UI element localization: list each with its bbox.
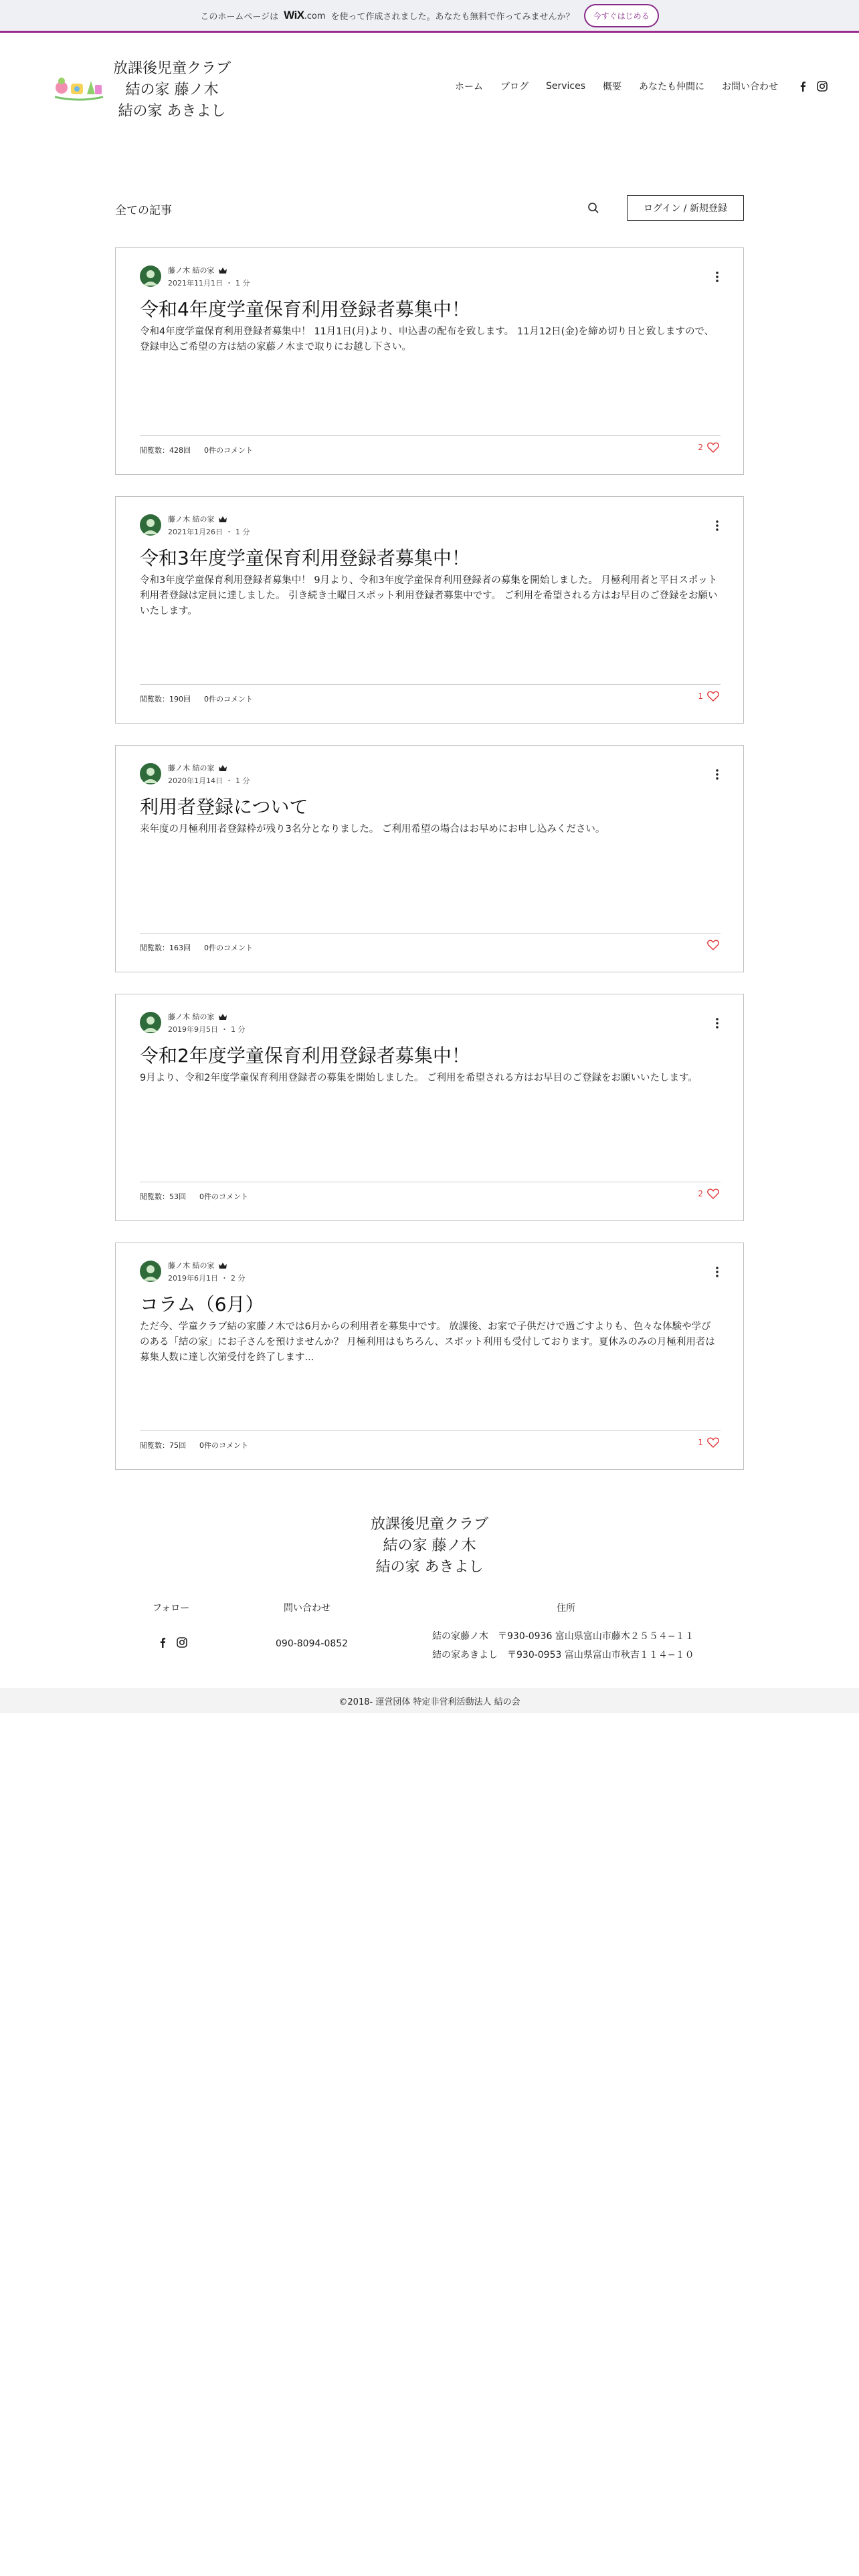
admin-crown-icon (219, 1014, 227, 1020)
header-social (798, 81, 828, 92)
post-divider (140, 435, 721, 436)
post-excerpt[interactable]: 令和4年度学童保育利用登録者募集中！ 11月1日(月)より、申込書の配布を致します。 11月12日(金)を締め切り日と致しますので、 登録申込ご希望の方は結の家藤ノ木まで取りにお越し下さい。 (140, 326, 714, 352)
wix-logo[interactable]: WiX.com (284, 9, 326, 21)
post-views: 閲覧数：163回 (140, 944, 191, 952)
avatar[interactable] (140, 1261, 161, 1282)
heart-icon (707, 442, 719, 453)
post-divider (140, 933, 721, 934)
heart-icon (707, 1188, 719, 1199)
post-card[interactable] (115, 745, 744, 972)
nav-item-blog[interactable]: ブログ (500, 82, 529, 92)
post-meta: 2021年11月1日 ・ 1 分 (168, 279, 250, 288)
post-card[interactable] (115, 1243, 744, 1470)
avatar[interactable] (140, 763, 161, 784)
like-button[interactable] (698, 442, 719, 453)
post-read-time: 2 分 (231, 1274, 246, 1283)
post-stats (140, 1440, 248, 1451)
post-stats (140, 942, 253, 953)
post-views: 閲覧数：53回 (140, 1192, 186, 1201)
post-title[interactable]: 令和3年度学童保育利用登録者募集中！ (140, 547, 470, 569)
footer-title-line2: 結の家 藤ノ木 (383, 1537, 476, 1554)
site-title-line2: 結の家 藤ノ木 (125, 82, 219, 98)
post-views: 閲覧数：75回 (140, 1441, 186, 1450)
post-read-time: 1 分 (235, 528, 250, 536)
post-divider (140, 1430, 721, 1431)
more-actions-icon[interactable] (715, 768, 719, 780)
post-excerpt[interactable]: 9月より、令和2年度学童保育利用登録者の募集を開始しました。 ご利用を希望される方はお早目のご登録をお願いいたします。 (140, 1073, 698, 1083)
wix-banner-text-before: このホームページは (200, 11, 279, 22)
more-actions-icon[interactable] (715, 271, 719, 283)
like-count: 2 (698, 443, 703, 452)
heart-icon (707, 691, 719, 702)
footer-social (158, 1637, 187, 1648)
login-button[interactable]: ログイン / 新規登録 (627, 195, 744, 221)
post-comments[interactable]: 0件のコメント (204, 446, 253, 455)
post-title[interactable]: 令和2年度学童保育利用登録者募集中！ (140, 1045, 470, 1067)
post-title[interactable]: 令和4年度学童保育利用登録者募集中！ (140, 298, 470, 320)
post-meta: 2021年1月26日 ・ 1 分 (168, 528, 250, 536)
like-count: 2 (698, 1189, 703, 1198)
like-count: 1 (698, 1438, 703, 1447)
site-title-line1: 放課後児童クラブ (112, 60, 231, 77)
post-card[interactable] (115, 496, 744, 724)
footer-follow-heading: フォロー (153, 1603, 190, 1614)
post-card[interactable] (115, 247, 744, 475)
footer-title (296, 1514, 563, 1578)
post-date: 2021年1月26日 (168, 528, 223, 536)
footer-address-fujinoki: 結の家藤ノ木 〒930-0936 富山県富山市藤木２５５４−１１ (432, 1631, 694, 1642)
post-divider (140, 684, 721, 685)
footer-title-line3: 結の家 あきよし (375, 1559, 484, 1576)
admin-crown-icon (219, 1263, 227, 1269)
wix-banner-text-after: を使って作成されました。あなたも無料で作ってみませんか？ (330, 11, 575, 22)
nav-item-join[interactable]: あなたも仲間に (639, 82, 705, 92)
post-date: 2019年6月1日 (168, 1274, 218, 1283)
post-author[interactable]: 藤ノ木 結の家 (168, 762, 227, 773)
post-card[interactable] (115, 994, 744, 1221)
copyright-text: ©2018- 運営団体 特定非営利活動法人 結の会 (339, 1697, 520, 1707)
nav-item-home[interactable]: ホーム (455, 82, 483, 92)
footer-contact-heading: 問い合わせ (284, 1603, 330, 1614)
all-posts-link[interactable]: 全ての記事 (115, 204, 172, 217)
post-stats (140, 445, 253, 455)
post-stats (140, 1191, 248, 1202)
like-button[interactable] (698, 1188, 719, 1199)
post-meta: 2020年1月14日 ・ 1 分 (168, 776, 250, 785)
nav-item-services[interactable]: Services (546, 81, 586, 92)
post-author[interactable]: 藤ノ木 結の家 (168, 265, 227, 276)
post-excerpt[interactable]: 令和3年度学童保育利用登録者募集中！ 9月より、令和3年度学童保育利用登録者の募集を開始しました。 月極利用者と平日スポット利用者登録は定員に達しました。 引き続き土曜日スポット利用登録者募集中です。 ご利用を希望される方はお早目のご登録をお願いいたします。 (140, 575, 718, 617)
post-author[interactable]: 藤ノ木 結の家 (168, 1260, 227, 1271)
footer-title-line1: 放課後児童クラブ (370, 1516, 488, 1533)
post-excerpt[interactable]: ただ今、学童クラブ結の家藤ノ木では6月からの利用者を募集中です。 放課後、お家で子供だけで過ごすよりも、色々な体験や学びのある「結の家」にお子さんを預けませんか？ 月極利用はもちろん、スポット利用も受付しております。夏休みのみの月極利用者は募集人数に達し次第受付を終了します... (140, 1321, 715, 1363)
search-icon[interactable] (587, 202, 599, 214)
avatar[interactable] (140, 265, 161, 287)
avatar[interactable] (140, 514, 161, 536)
post-comments[interactable]: 0件のコメント (204, 944, 253, 952)
like-button[interactable] (703, 940, 719, 950)
facebook-icon[interactable] (798, 81, 807, 92)
nav-item-contact[interactable]: お問い合わせ (722, 82, 779, 92)
heart-icon (707, 940, 719, 950)
facebook-icon[interactable] (158, 1637, 167, 1648)
post-comments[interactable]: 0件のコメント (204, 695, 253, 704)
main-nav (455, 80, 828, 93)
post-comments[interactable]: 0件のコメント (199, 1441, 248, 1450)
post-views: 閲覧数：428回 (140, 446, 191, 455)
footer-address-heading: 住所 (557, 1603, 575, 1614)
footer-phone[interactable]: 090-8094-0852 (276, 1638, 349, 1649)
footer-address-akiyoshi: 結の家あきよし 〒930-0953 富山県富山市秋吉１１４−１０ (432, 1650, 694, 1660)
post-meta: 2019年9月5日 ・ 1 分 (168, 1025, 246, 1034)
like-button[interactable] (698, 691, 719, 702)
post-read-time: 1 分 (231, 1025, 246, 1034)
post-excerpt[interactable]: 来年度の月極利用者登録枠が残り3名分となりました。 ご利用希望の場合はお早めにお申し込みください。 (140, 824, 605, 835)
more-actions-icon[interactable] (715, 1017, 719, 1029)
post-read-time: 1 分 (235, 279, 250, 288)
post-author[interactable]: 藤ノ木 結の家 (168, 514, 227, 524)
like-count: 1 (698, 691, 703, 701)
post-date: 2021年11月1日 (168, 279, 223, 288)
wix-banner (0, 0, 859, 31)
post-meta: 2019年6月1日 ・ 2 分 (168, 1274, 246, 1283)
post-views: 閲覧数：190回 (140, 695, 191, 704)
site-header (0, 33, 859, 146)
post-read-time: 1 分 (235, 776, 250, 785)
nav-item-about[interactable]: 概要 (603, 82, 622, 92)
instagram-icon[interactable] (177, 1637, 187, 1648)
more-actions-icon[interactable] (715, 1266, 719, 1278)
heart-icon (707, 1437, 719, 1448)
site-title[interactable] (108, 58, 235, 122)
more-actions-icon[interactable] (715, 520, 719, 532)
post-comments[interactable]: 0件のコメント (199, 1192, 248, 1201)
admin-crown-icon (219, 765, 227, 771)
blog-toolbar (115, 195, 744, 221)
like-button[interactable] (698, 1437, 719, 1448)
post-title[interactable]: 利用者登録について (140, 796, 308, 818)
site-logo[interactable] (52, 69, 106, 104)
instagram-icon[interactable] (817, 81, 828, 92)
wix-start-button[interactable]: 今すぐはじめる (584, 4, 659, 27)
admin-crown-icon (219, 267, 227, 274)
copyright-bar (0, 1688, 859, 1713)
post-date: 2020年1月14日 (168, 776, 223, 785)
post-date: 2019年9月5日 (168, 1025, 218, 1034)
site-title-line3: 結の家 あきよし (118, 103, 226, 120)
admin-crown-icon (219, 516, 227, 522)
post-title[interactable]: コラム（6月） (140, 1293, 264, 1315)
post-author[interactable]: 藤ノ木 結の家 (168, 1011, 227, 1022)
post-stats (140, 693, 253, 704)
avatar[interactable] (140, 1012, 161, 1033)
